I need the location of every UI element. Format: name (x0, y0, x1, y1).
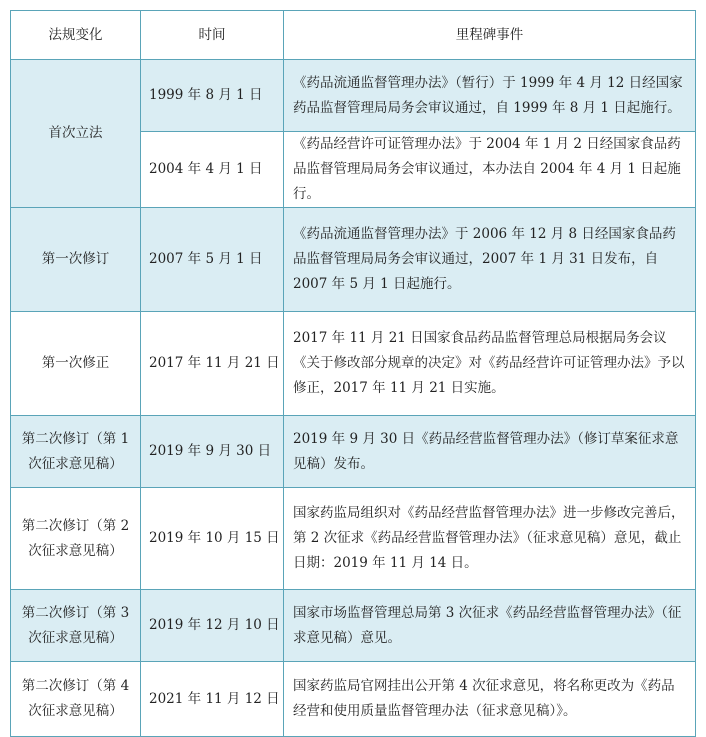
table-row (11, 488, 696, 590)
table-row (11, 416, 696, 488)
time-cell: 2019 年 12 月 10 日 (141, 590, 284, 662)
regulation-change-cell: 第二次修订（第 4 次征求意见稿） (11, 662, 141, 737)
time-cell: 1999 年 8 月 1 日 (141, 60, 284, 132)
regulation-timeline-table (10, 10, 696, 737)
table-row (11, 60, 696, 132)
milestone-event-cell: 国家药监局组织对《药品经营监督管理办法》进一步修改完善后，第 2 次征求《药品经营监督管理办法》（征求意见稿）意见，截止日期：2019 年 11 月 14 日。 (284, 488, 696, 590)
time-cell: 2019 年 9 月 30 日 (141, 416, 284, 488)
milestone-event-cell: 2017 年 11 月 21 日国家食品药品监督管理总局根据局务会议《关于修改部分规章的决定》对《药品经营许可证管理办法》予以修正，2017 年 11 月 21 日实施。 (284, 312, 696, 416)
table-row (11, 662, 696, 737)
time-cell: 2019 年 10 月 15 日 (141, 488, 284, 590)
regulation-change-cell: 第一次修订 (11, 208, 141, 312)
table-row (11, 590, 696, 662)
regulation-change-cell: 首次立法 (11, 60, 141, 208)
time-cell: 2007 年 5 月 1 日 (141, 208, 284, 312)
regulation-change-cell: 第二次修订（第 1 次征求意见稿） (11, 416, 141, 488)
header-time: 时间 (141, 11, 284, 60)
milestone-event-cell: 国家市场监督管理总局第 3 次征求《药品经营监督管理办法》（征求意见稿）意见。 (284, 590, 696, 662)
header-row (11, 11, 696, 60)
milestone-event-cell: 国家药监局官网挂出公开第 4 次征求意见，将名称更改为《药品经营和使用质量监督管理办法（征求意见稿）》。 (284, 662, 696, 737)
regulation-change-cell: 第一次修正 (11, 312, 141, 416)
milestone-event-cell: 《药品流通监督管理办法》（暂行）于 1999 年 4 月 12 日经国家药品监督管理局局务会审议通过，自 1999 年 8 月 1 日起施行。 (284, 60, 696, 132)
header-milestone-event: 里程碑事件 (284, 11, 696, 60)
table-row (11, 208, 696, 312)
time-cell: 2004 年 4 月 1 日 (141, 132, 284, 208)
header-regulation-change: 法规变化 (11, 11, 141, 60)
time-cell: 2021 年 11 月 12 日 (141, 662, 284, 737)
regulation-change-cell: 第二次修订（第 3 次征求意见稿） (11, 590, 141, 662)
regulation-change-cell: 第二次修订（第 2 次征求意见稿） (11, 488, 141, 590)
time-cell: 2017 年 11 月 21 日 (141, 312, 284, 416)
milestone-event-cell: 《药品流通监督管理办法》于 2006 年 12 月 8 日经国家食品药品监督管理局局务会审议通过，2007 年 1 月 31 日发布，自 2007 年 5 月 1 日起施行。 (284, 208, 696, 312)
milestone-event-cell: 2019 年 9 月 30 日《药品经营监督管理办法》（修订草案征求意见稿）发布。 (284, 416, 696, 488)
table-row (11, 312, 696, 416)
milestone-event-cell: 《药品经营许可证管理办法》于 2004 年 1 月 2 日经国家食品药品监督管理局局务会审议通过，本办法自 2004 年 4 月 1 日起施行。 (284, 132, 696, 208)
